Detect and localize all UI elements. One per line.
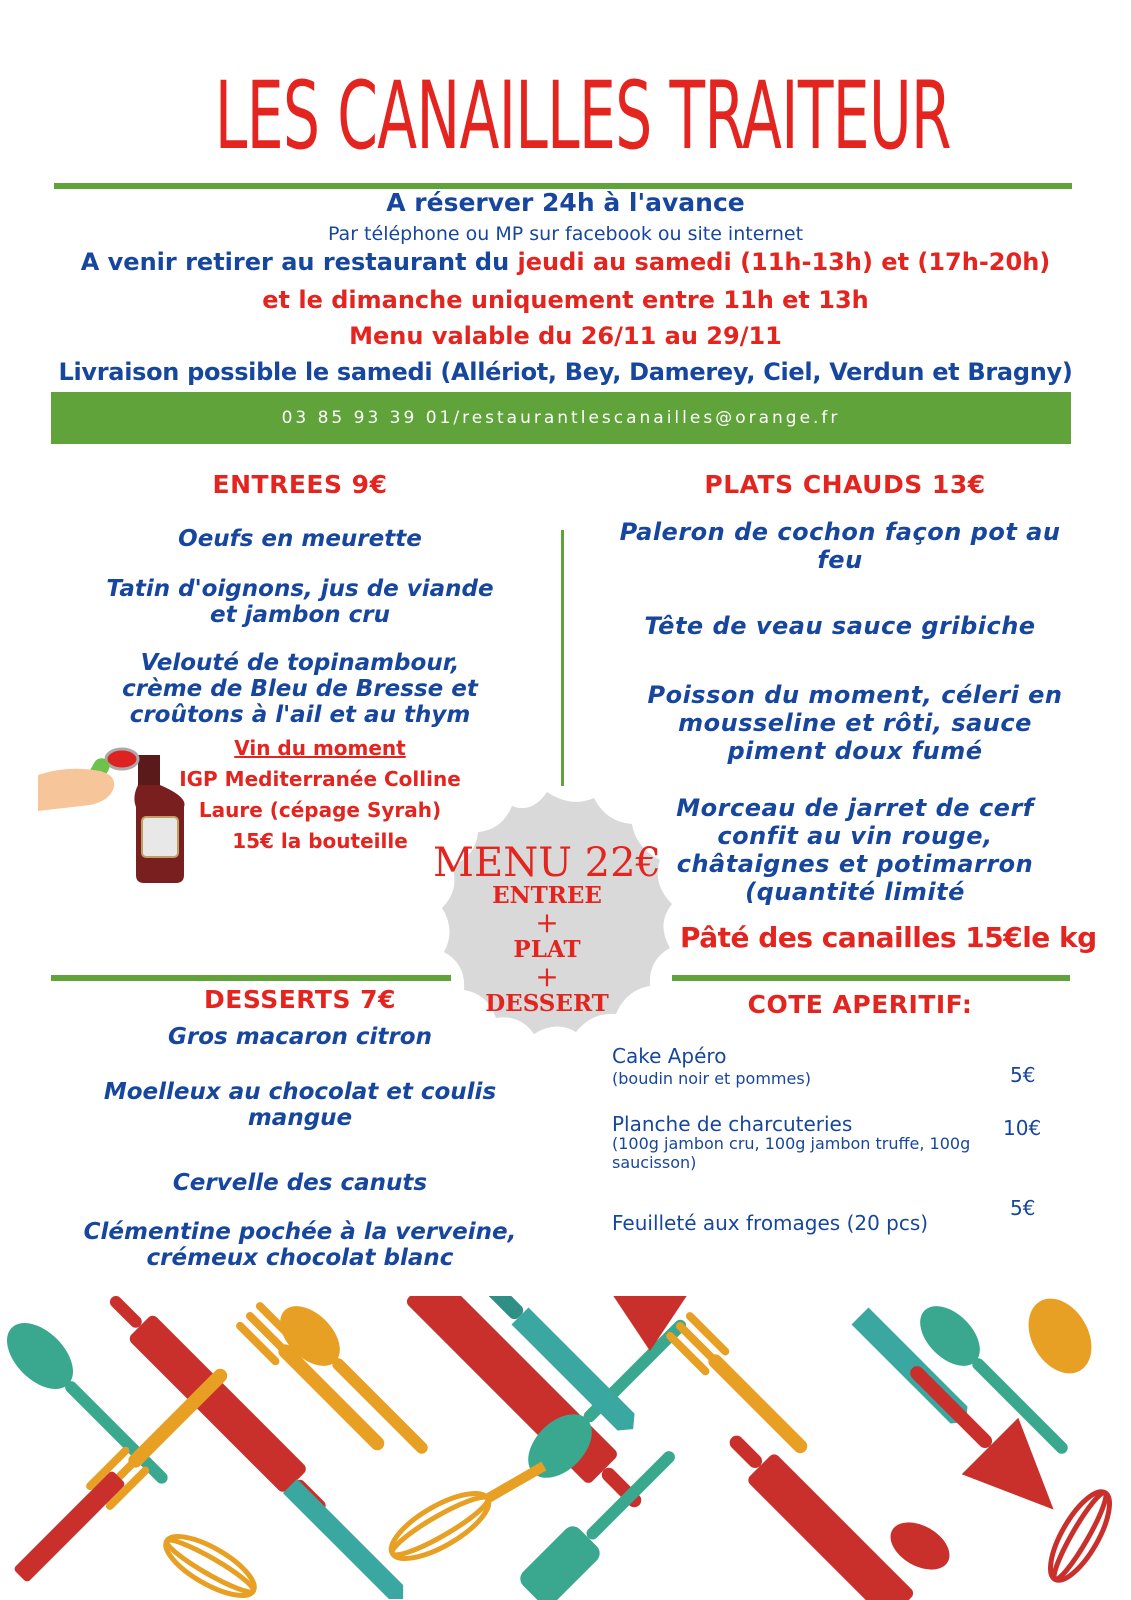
ladle-icon [1016, 1296, 1104, 1385]
rolling-pin-icon [718, 1424, 916, 1600]
sunday-hours: et le dimanche uniquement entre 11h et 13h [262, 286, 869, 314]
whisk-icon [382, 1449, 554, 1571]
entrees-heading: ENTREES 9€ [212, 470, 388, 499]
plat-item: Tête de veau sauce gribiche [644, 612, 1036, 640]
section-divider-right [672, 975, 1070, 981]
entree-item: Velouté de topinambour, crème de Bleu de Bresse et croûtons à l'ail et au thym [122, 650, 478, 728]
plats-heading: PLATS CHAUDS 13€ [704, 470, 986, 499]
entree-item: Tatin d'oignons, jus de viande et jambon cru [106, 576, 494, 628]
wine-name-line2: Laure (cépage Syrah) [198, 798, 442, 822]
whisk-icon [1039, 1484, 1120, 1589]
aperitif-item-name: Feuilleté aux fromages (20 pcs) [612, 1211, 929, 1235]
delivery-info: Livraison possible le samedi (Allériot, Bey, Damerey, Ciel, Verdun et Bragny) [58, 358, 1073, 386]
section-divider-left [51, 975, 451, 981]
aperitif-item-detail: (100g jambon cru, 100g jambon truffe, 100g saucisson) [612, 1134, 971, 1172]
menu-badge-line1: ENTREE [492, 882, 602, 909]
spoon-icon [882, 1513, 957, 1580]
wine-price: 15€ la bouteille [232, 829, 408, 853]
aperitif-item-name: Planche de charcuteries [612, 1112, 853, 1136]
entree-item: Oeufs en meurette [178, 526, 422, 552]
plat-item: Morceau de jarret de cerf confit au vin rouge, châtaignes et potimarron (quantité limité [676, 794, 1034, 906]
menu-validity: Menu valable du 26/11 au 29/11 [349, 322, 782, 350]
pickup-info [0, 248, 1131, 276]
fork-icon [670, 1316, 810, 1456]
knife-icon [13, 1470, 126, 1583]
aperitif-item-detail: (boudin noir et pommes) [612, 1069, 811, 1088]
wine-title: Vin du moment [234, 736, 406, 760]
spoon-icon [269, 1296, 442, 1468]
pickup-days: jeudi au samedi (11h-13h) et (17h-20h) [517, 248, 1051, 276]
menu-badge-plus: + [535, 960, 559, 993]
knife-icon [283, 1479, 410, 1600]
column-divider [561, 530, 564, 786]
wine-name-line1: IGP Mediterranée Colline [179, 767, 461, 791]
plat-item: Paleron de cochon façon pot au feu [619, 518, 1061, 574]
aperitif-item-price: 10€ [1003, 1116, 1042, 1140]
menu-badge-line2: PLAT [513, 936, 581, 963]
pate-offer: Pâté des canailles 15€le kg [680, 921, 1097, 954]
aperitif-item-price: 5€ [1010, 1196, 1036, 1220]
menu-badge-plus: + [535, 906, 559, 939]
pickup-intro: A venir retirer au restaurant du [80, 248, 518, 276]
utensil-icons [0, 1296, 1121, 1600]
desserts-heading: DESSERTS 7€ [204, 985, 396, 1014]
dessert-item: Moelleux au chocolat et coulis mangue [103, 1079, 497, 1131]
reserve-notice: A réserver 24h à l'avance [386, 188, 745, 217]
aperitif-item-name: Cake Apéro [612, 1044, 727, 1068]
whisk-icon [158, 1525, 263, 1600]
kitchen-utensils-pattern [0, 1296, 1131, 1600]
aperitif-heading: COTE APERITIF: [747, 990, 973, 1019]
hand-icon [38, 769, 114, 811]
dessert-item: Gros macaron citron [168, 1024, 432, 1050]
contact-channels: Par téléphone ou MP sur facebook ou site internet [327, 223, 804, 245]
menu-badge-line3: DESSERT [485, 990, 609, 1017]
menu-badge-title: MENU 22€ [433, 840, 661, 886]
dessert-item: Clémentine pochée à la verveine, crémeux chocolat blanc [83, 1219, 517, 1271]
plat-item: Poisson du moment, céleri en mousseline et rôti, sauce piment doux fumé [647, 681, 1063, 765]
bottle-neck [138, 755, 160, 785]
dessert-item: Cervelle des canuts [172, 1170, 428, 1196]
page-title: LES CANAILLES TRAITEUR [214, 62, 951, 171]
opener-head [106, 749, 138, 769]
aperitif-item-price: 5€ [1010, 1063, 1036, 1087]
contact-bar: 03 85 93 39 01/restaurantlescanailles@orange.fr [51, 392, 1071, 444]
